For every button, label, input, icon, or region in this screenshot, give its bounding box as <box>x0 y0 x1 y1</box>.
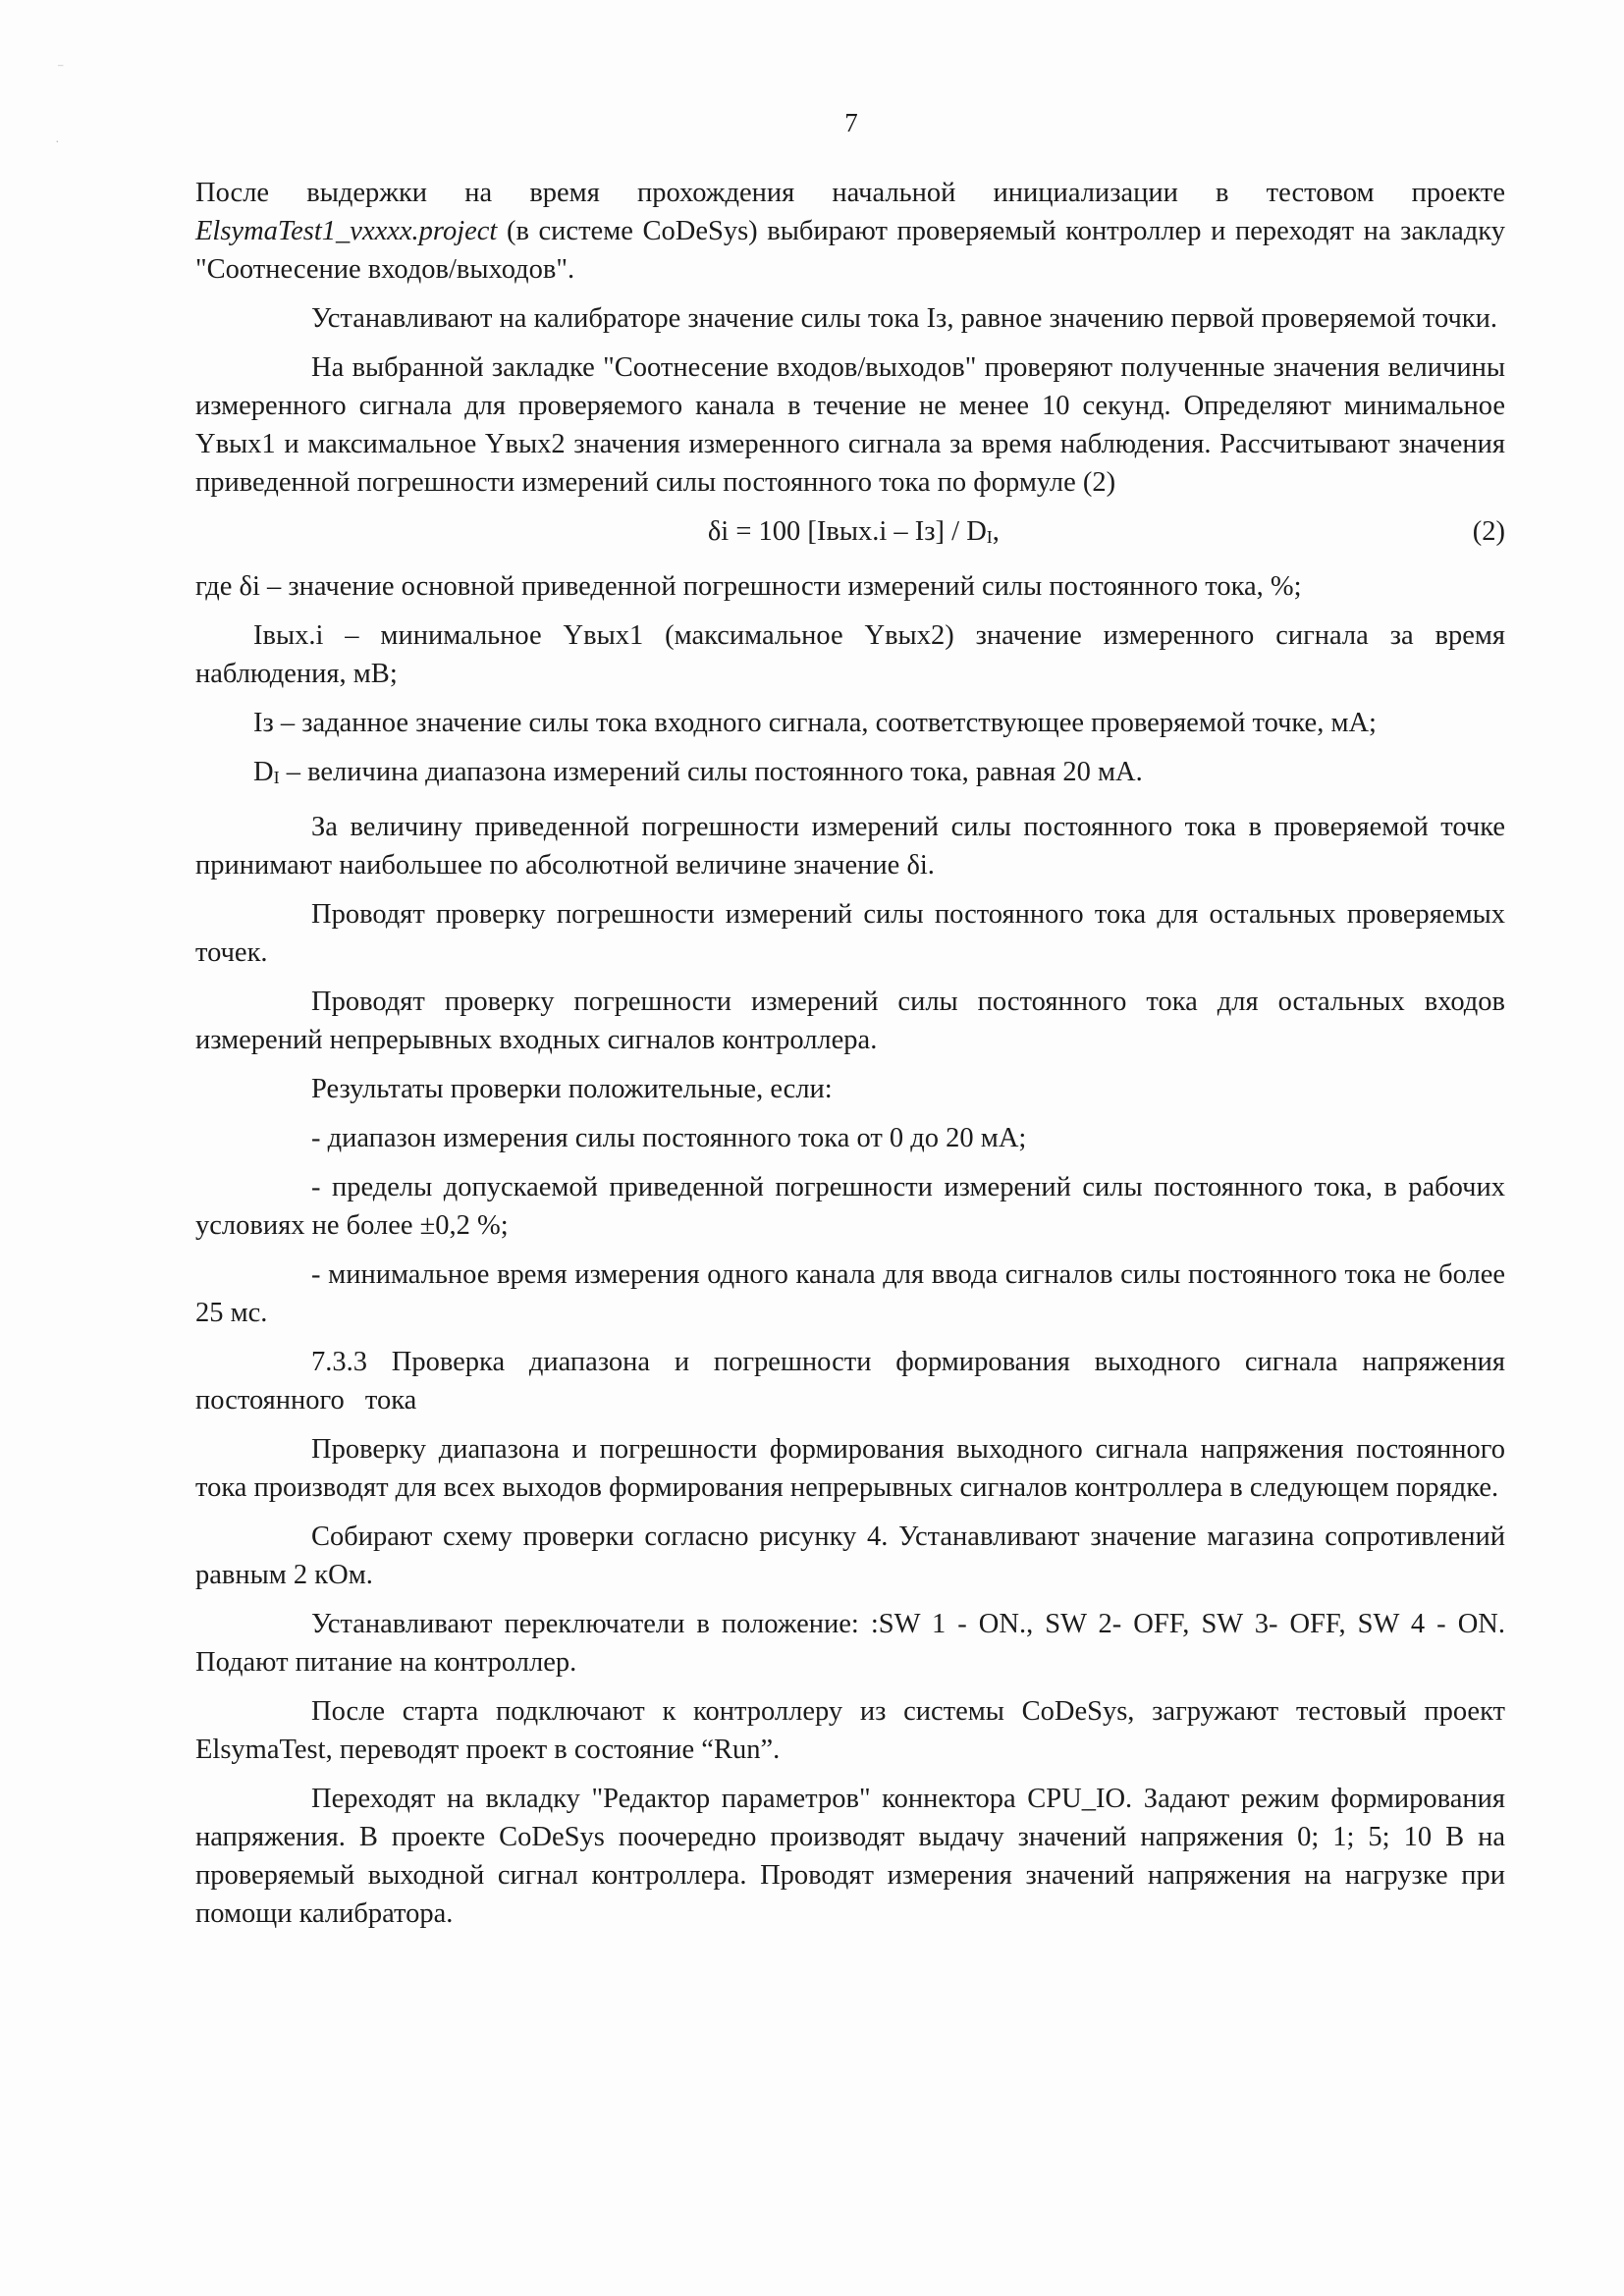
definitions-intro: где δi – значение основной приведенной погрешности измерений силы постоянного тока, %; <box>195 571 1302 602</box>
paragraph-results-intro: Результаты проверки положительные, если: <box>311 1074 833 1104</box>
formula-number: (2) <box>1472 516 1505 547</box>
list-item: - пределы допускаемой приведенной погрешности измерений силы постоянного тока, в рабочих условиях не более ±0,2 %; <box>195 1172 1505 1241</box>
paragraph-body: Проводят проверку погрешности измерений силы постоянного тока для остальных входов измерений непрерывных входных сигналов контроллера. <box>195 987 1505 1055</box>
project-filename: ElsymaTest1_vxxxx.project <box>195 216 498 246</box>
paragraph-body: Проводят проверку погрешности измерений силы постоянного тока для остальных проверяемых точек. <box>195 899 1505 968</box>
section-paragraph: Устанавливают переключатели в положение: :SW 1 - ON., SW 2- OFF, SW 3- OFF, SW 4 - ON. Подают питание на контроллер. <box>195 1609 1505 1678</box>
section-paragraph: После старта подключают к контроллеру из системы CoDeSys, загружают тестовый проект ElsymaTest, переводят проект в состояние “Run”. <box>195 1696 1505 1765</box>
document-body <box>195 174 1505 1944</box>
definition-item: Iз – заданное значение силы тока входного сигнала, соответствующее проверяемой точке, мА; <box>253 708 1377 738</box>
section-heading: 7.3.3 Проверка диапазона и погрешности формирования выходного сигнала напряжения постоянного тока <box>195 1347 1505 1415</box>
list-item: - диапазон измерения силы постоянного тока от 0 до 20 мА; <box>311 1123 1027 1153</box>
formula-expression: δi = 100 [Iвых.i – Iз] / D <box>707 516 987 547</box>
section-paragraph: Собирают схему проверки согласно рисунку 4. Устанавливают значение магазина сопротивлений равным 2 кОм. <box>195 1522 1505 1590</box>
paragraph-calibrator: Устанавливают на калибраторе значение силы тока Iз, равное значению первой проверяемой точки. <box>311 303 1498 334</box>
scan-artifact: · <box>55 135 60 150</box>
paragraph-intro: После выдержки на время прохождения начальной инициализации в тестовом проекте ElsymaTest1_vxxxx.project (в системе CoDeSys) выбирают проверяемый контроллер и переходят на закладку "Соотнесение входов/выходов". <box>195 178 1505 285</box>
page-number: 7 <box>844 108 858 137</box>
section-paragraph: Проверку диапазона и погрешности формирования выходного сигнала напряжения постоянного тока производят для всех выходов формирования непрерывных сигналов контроллера в следующем порядке. <box>195 1434 1505 1503</box>
paragraph-body: За величину приведенной погрешности измерений силы постоянного тока в проверяемой точке принимают наибольшее по абсолютной величине значение δi. <box>195 812 1505 881</box>
definition-item: Iвых.i – минимальное Yвых1 (максимальное Yвых2) значение измеренного сигнала за время наблюдения, мВ; <box>195 620 1505 689</box>
scan-artifact: ⁻ <box>57 62 65 77</box>
formula-2: δi = 100 [Iвых.i – $Iз] / D_I$, (2) <box>195 512 1505 557</box>
section-paragraph: Переходят на вкладку "Редактор параметров" коннектора CPU_IO. Задают режим формирования напряжения. В проекте CoDeSys поочередно производят выдачу значений напряжения 0; 1; 5; 10 В на проверяемый выходной сигнал контроллера. Проводят измерения значений напряжения на нагрузке при помощи калибратора. <box>195 1784 1505 1929</box>
list-item: - минимальное время измерения одного канала для ввода сигналов силы постоянного тока не более 25 мс. <box>195 1259 1505 1328</box>
paragraph-check-values: На выбранной закладке "Соотнесение входов/выходов" проверяют полученные значения величины измеренного сигнала для проверяемого канала в течение не менее 10 секунд. Определяют минимальное Yвых1 и максимальное Yвых2 значения измеренного сигнала за время наблюдения. Рассчитывают значения приведенной погрешности измерений силы постоянного тока по формуле (2) <box>195 352 1505 498</box>
definition-item-range: $D_I$ – величина диапазона измерений силы постоянного тока, равная 20 мА. <box>253 757 1143 787</box>
